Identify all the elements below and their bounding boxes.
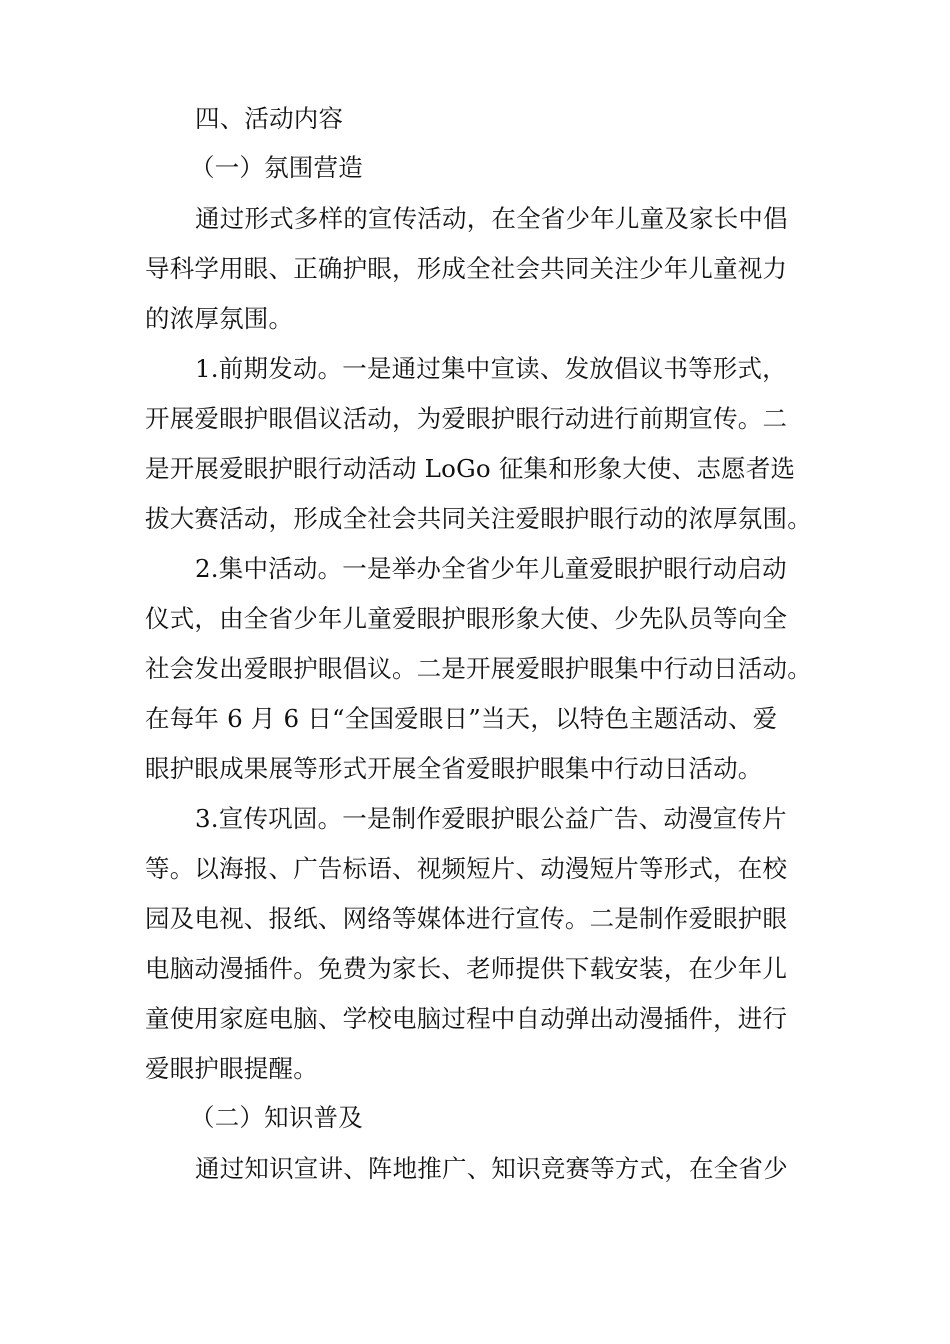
paragraph-line: 2.集中活动。一是举办全省少年儿童爱眼护眼行动启动 — [195, 554, 787, 583]
subsection-heading: （二）知识普及 — [190, 1103, 363, 1132]
paragraph-line: 社会发出爱眼护眼倡议。二是开展爱眼护眼集中行动日活动。 — [145, 654, 812, 683]
paragraph-line: 等。以海报、广告标语、视频短片、动漫短片等形式，在校 — [145, 854, 788, 883]
paragraph-line: 是开展爱眼护眼行动活动 LoGo 征集和形象大使、志愿者选 — [145, 454, 796, 483]
paragraph-line: 导科学用眼、正确护眼，形成全社会共同关注少年儿童视力 — [145, 254, 788, 283]
paragraph-line: 在每年 6 月 6 日“全国爱眼日”当天，以特色主题活动、爱 — [145, 704, 778, 733]
paragraph-line: 通过形式多样的宣传活动，在全省少年儿童及家长中倡 — [195, 204, 788, 233]
paragraph-line: 3.宣传巩固。一是制作爱眼护眼公益广告、动漫宣传片 — [195, 804, 787, 833]
subsection-heading: （一）氛围营造 — [190, 153, 363, 182]
paragraph-line: 通过知识宣讲、阵地推广、知识竞赛等方式，在全省少 — [195, 1154, 788, 1183]
paragraph-line: 开展爱眼护眼倡议活动，为爱眼护眼行动进行前期宣传。二 — [145, 404, 788, 433]
paragraph-line: 爱眼护眼提醒。 — [145, 1054, 318, 1083]
paragraph-line: 仪式，由全省少年儿童爱眼护眼形象大使、少先队员等向全 — [145, 604, 788, 633]
paragraph-line: 园及电视、报纸、网络等媒体进行宣传。二是制作爱眼护眼 — [145, 904, 788, 933]
paragraph-line: 拔大赛活动，形成全社会共同关注爱眼护眼行动的浓厚氛围。 — [145, 504, 812, 533]
paragraph-line: 的浓厚氛围。 — [145, 304, 294, 333]
paragraph-line: 童使用家庭电脑、学校电脑过程中自动弹出动漫插件，进行 — [145, 1004, 788, 1033]
section-heading: 四、活动内容 — [195, 104, 344, 133]
paragraph-line: 眼护眼成果展等形式开展全省爱眼护眼集中行动日活动。 — [145, 754, 763, 783]
paragraph-line: 电脑动漫插件。免费为家长、老师提供下载安装，在少年儿 — [145, 954, 788, 983]
paragraph-line: 1.前期发动。一是通过集中宣读、发放倡议书等形式， — [195, 354, 787, 383]
